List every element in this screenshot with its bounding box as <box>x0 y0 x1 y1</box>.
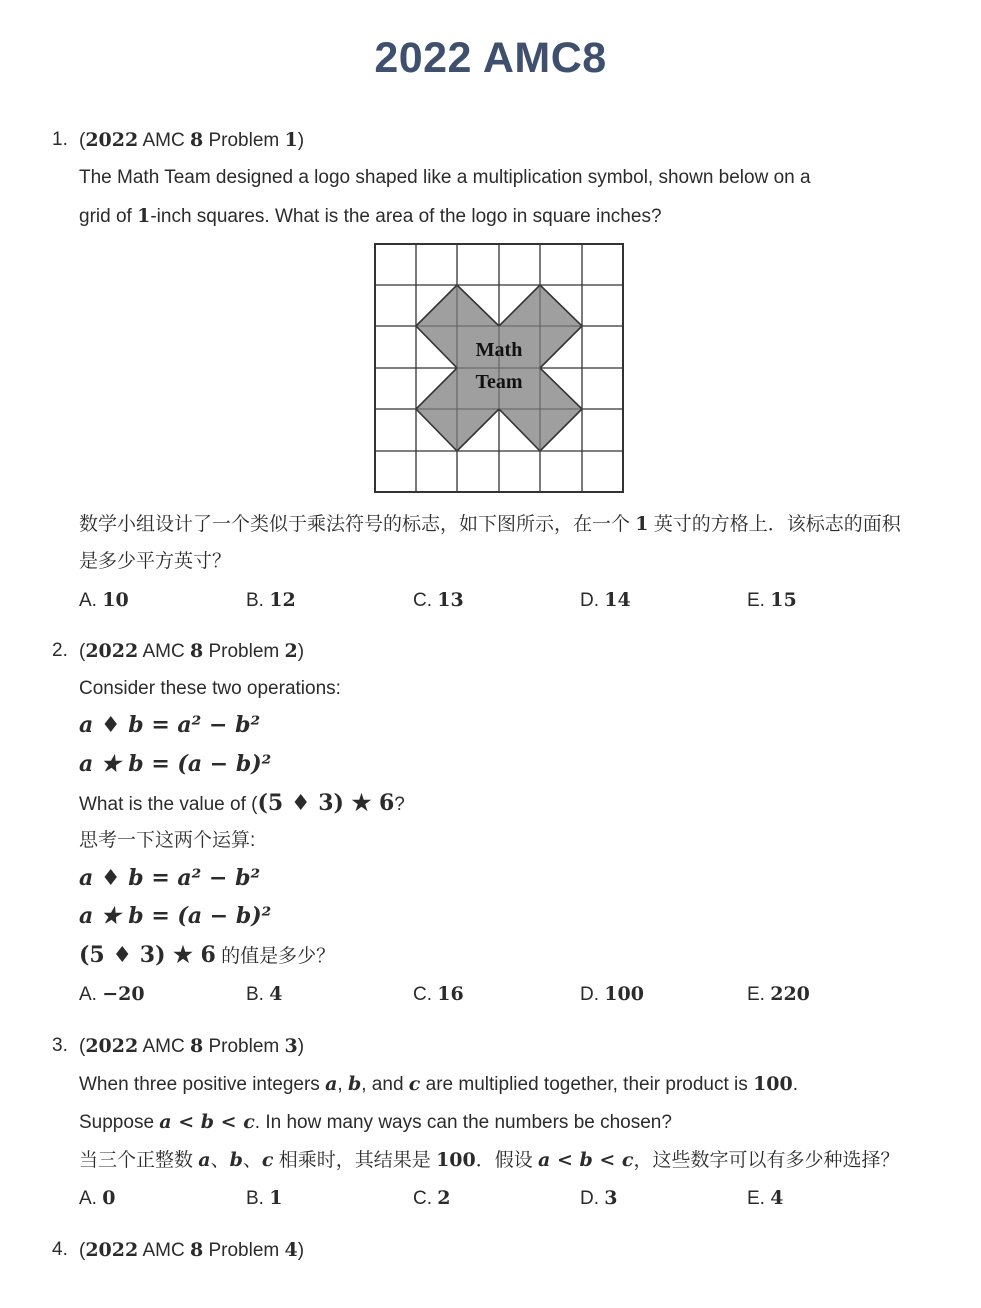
problem-4-number: 4. <box>52 1239 68 1260</box>
choice-a: A. 10 <box>79 589 129 611</box>
problem-1-text-zh-2: 是多少平方英寸？ <box>79 551 232 572</box>
choice-b: B. 12 <box>246 589 296 611</box>
problem-3-text-en-1: When three positive integers a, b, and c are multiplied together, their product is 100. <box>79 1073 799 1095</box>
choice-a: A. −20 <box>79 983 145 1005</box>
problem-2-equation-2: a ★ b = (a − b)² <box>79 751 272 777</box>
choice-e: E. 15 <box>747 589 797 611</box>
choice-d: D. 14 <box>580 589 631 611</box>
problem-3-text-en-2: Suppose a < b < c. In how many ways can the numbers be chosen? <box>79 1111 672 1133</box>
problem-1-header: (2022 AMC 8 Problem 1) <box>79 129 305 151</box>
problem-2-question-zh: (5 ♦ 3) ★ 6 的值是多少？ <box>79 942 336 968</box>
problem-3-header: (2022 AMC 8 Problem 3) <box>79 1035 305 1057</box>
page-title: 2022 AMC8 <box>374 34 607 82</box>
problem-3-number: 3. <box>52 1035 68 1056</box>
choice-c: C. 16 <box>413 983 464 1005</box>
choice-e: E. 220 <box>747 983 810 1005</box>
problem-2-equation-2-zh: a ★ b = (a − b)² <box>79 903 272 929</box>
problem-2-number: 2. <box>52 640 68 661</box>
problem-2-header: (2022 AMC 8 Problem 2) <box>79 640 305 662</box>
choice-c: C. 2 <box>413 1187 451 1209</box>
problem-1-text-zh-1: 数学小组设计了一个类似于乘法符号的标志，如下图所示，在一个 1 英寸的方格上．该标志的面积 <box>79 513 901 535</box>
problem-4-header: (2022 AMC 8 Problem 4) <box>79 1239 305 1261</box>
problem-2-intro-zh: 思考一下这两个运算: <box>79 830 256 851</box>
choice-c: C. 13 <box>413 589 464 611</box>
problem-3-text-zh: 当三个正整数 a、b、c 相乘时，其结果是 100．假设 a < b < c，这些数字可以有多少种选择？ <box>79 1149 900 1171</box>
problem-2-intro-en: Consider these two operations: <box>79 678 341 699</box>
choice-e: E. 4 <box>747 1187 784 1209</box>
problem-2-equation-1: a ♦ b = a² − b² <box>79 712 261 738</box>
logo-label-team: Team <box>475 371 523 393</box>
problem-2-question-en: What is the value of ((5 ♦ 3) ★ 6? <box>79 790 405 816</box>
problem-1-text-en-2: grid of 1-inch squares. What is the area of the logo in square inches? <box>79 205 662 227</box>
choice-b: B. 4 <box>246 983 283 1005</box>
choice-b: B. 1 <box>246 1187 283 1209</box>
choice-a: A. 0 <box>79 1187 116 1209</box>
math-team-logo-figure <box>374 243 624 493</box>
choice-d: D. 100 <box>580 983 644 1005</box>
problem-1-number: 1. <box>52 129 68 150</box>
problem-1-text-en-1: The Math Team designed a logo shaped like a multiplication symbol, shown below on a <box>79 167 811 188</box>
problem-2-equation-1-zh: a ♦ b = a² − b² <box>79 865 261 891</box>
logo-label-math: Math <box>475 339 523 361</box>
choice-d: D. 3 <box>580 1187 618 1209</box>
